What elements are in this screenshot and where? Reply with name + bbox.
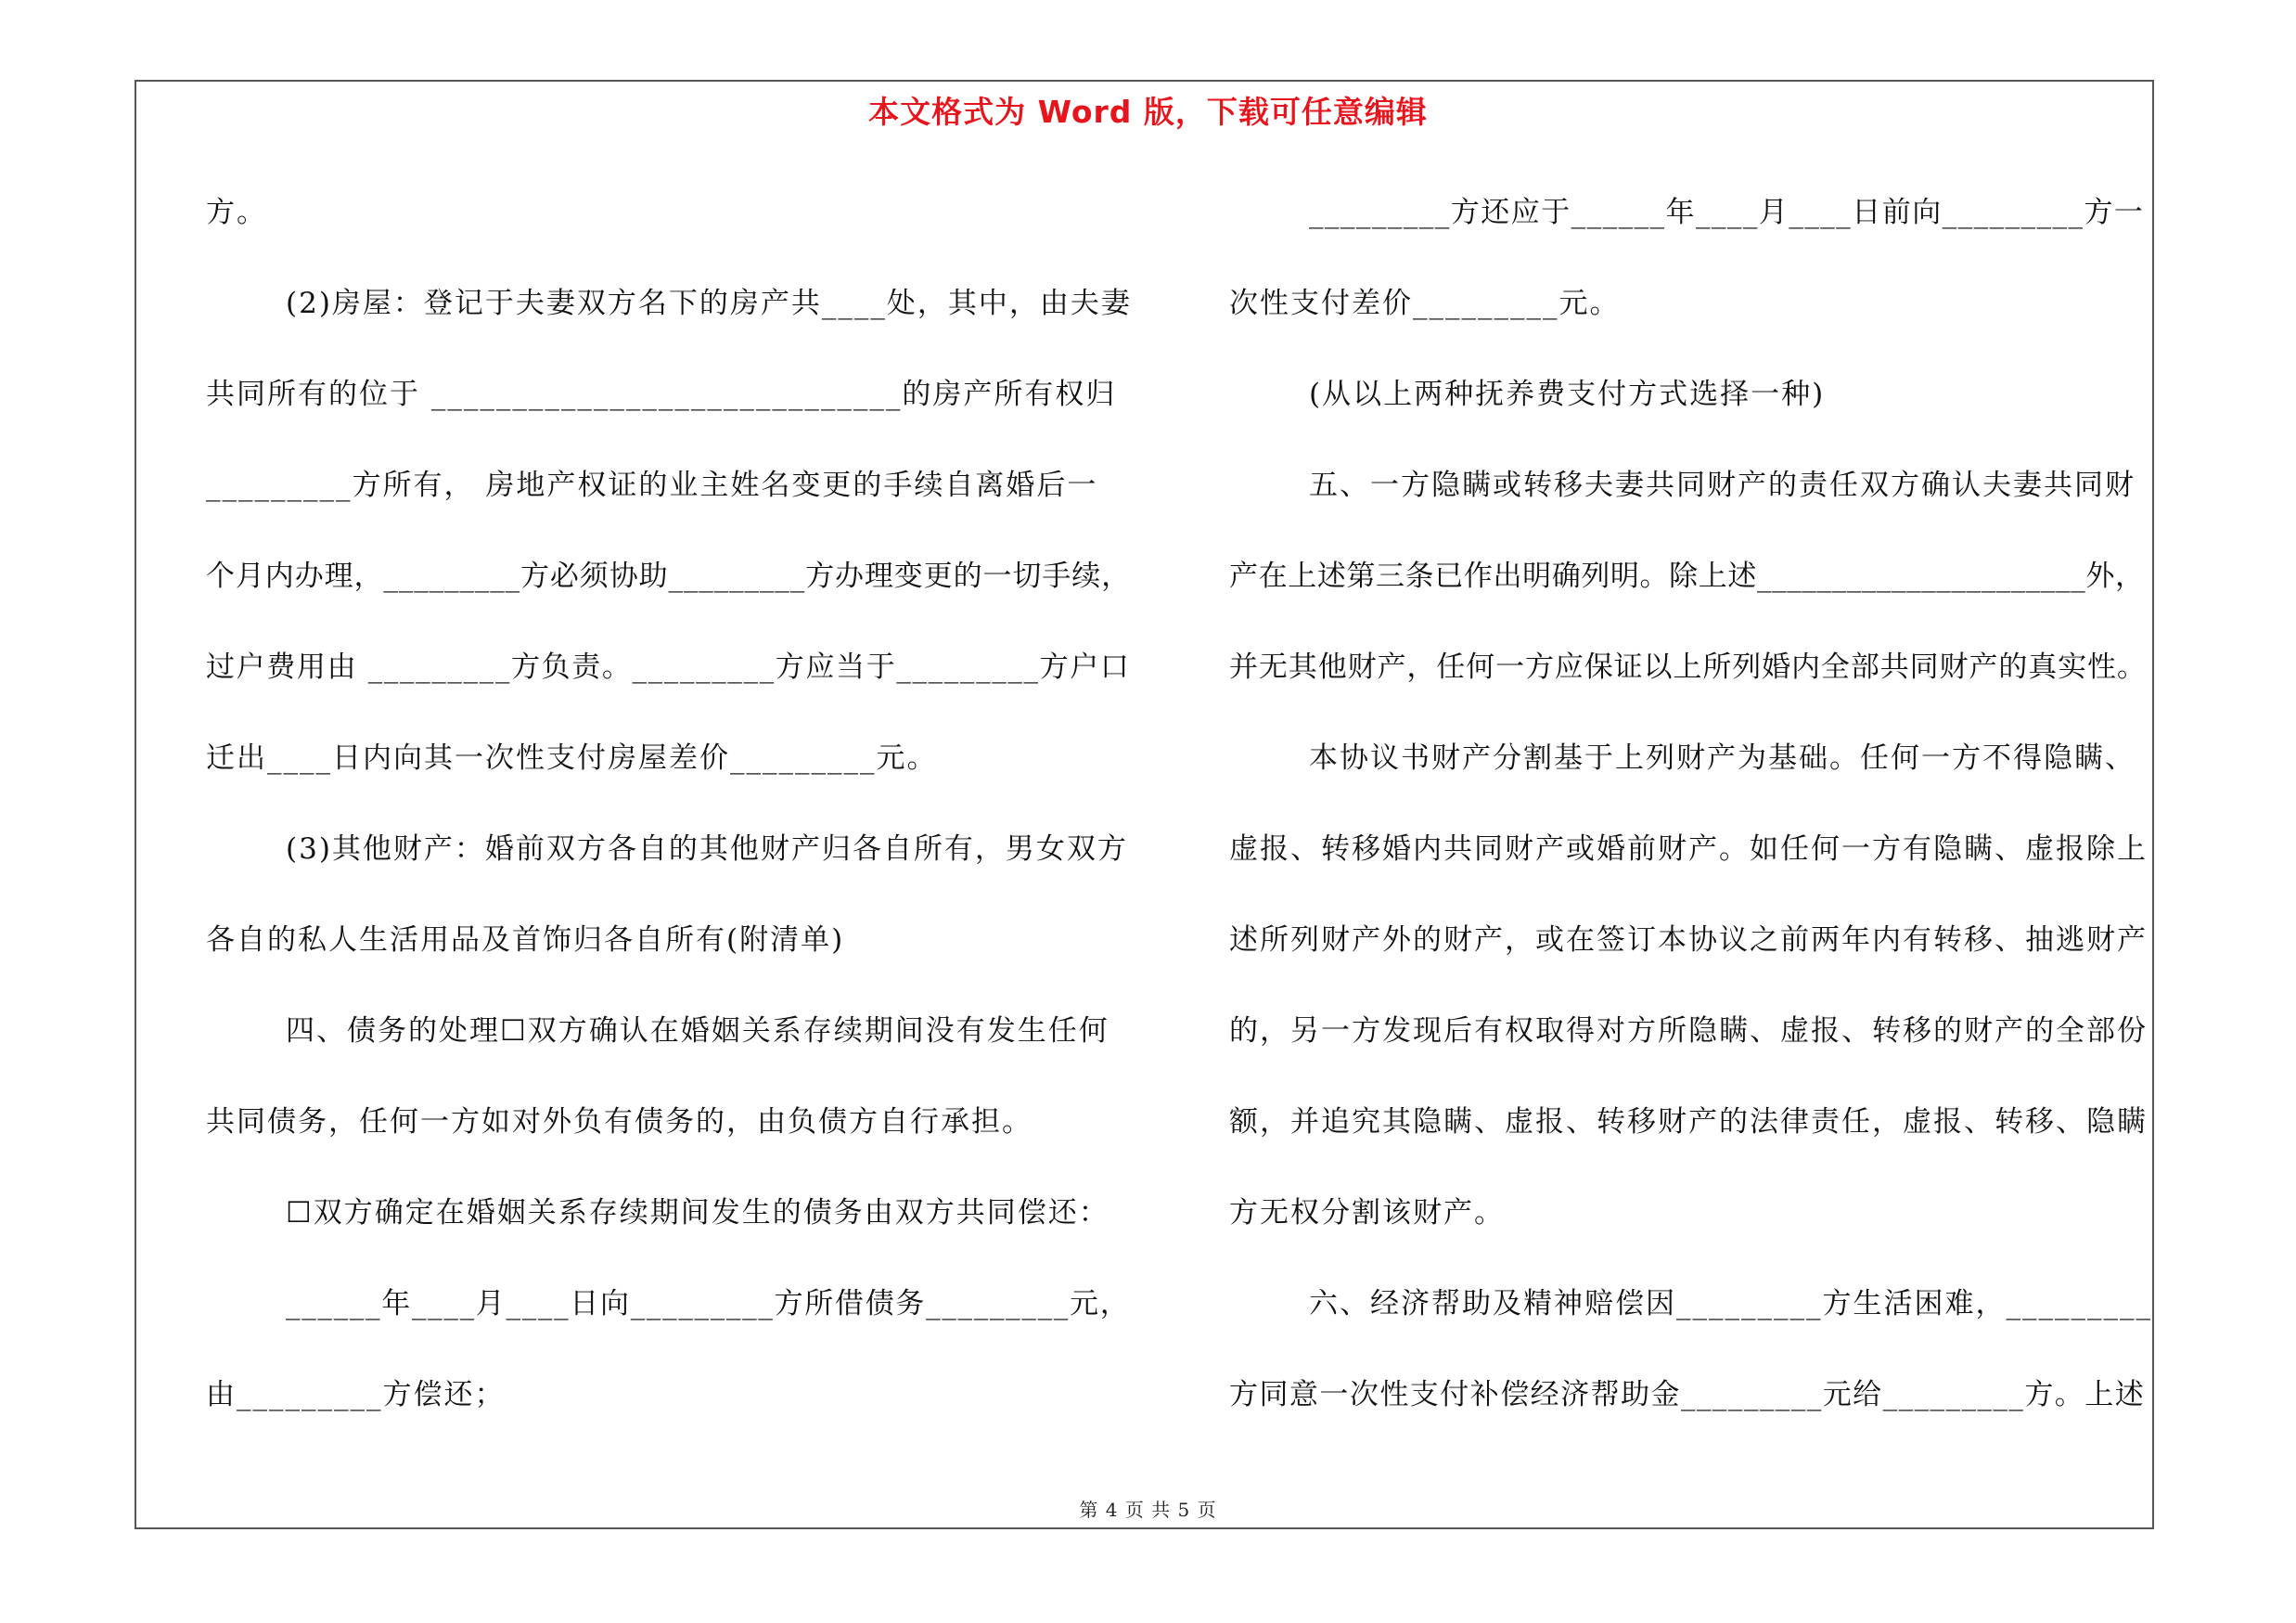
text-line: 四、债务的处理☐双方确认在婚姻关系存续期间没有发生任何	[286, 1014, 1110, 1048]
text-line: 并无其他财产，任何一方应保证以上所列婚内全部共同财产的真实性。	[1229, 650, 2147, 684]
text-line: 迁出____日内向其一次性支付房屋差价_________元。	[206, 741, 938, 775]
text-line: 方同意一次性支付补偿经济帮助金_________元给_________方。上述	[1229, 1378, 2146, 1411]
text-line: 本协议书财产分割基于上列财产为基础。任何一方不得隐瞒、	[1309, 741, 2136, 775]
left-column	[206, 184, 1138, 1457]
page-number: 第 4 页 共 5 页	[1079, 1499, 1217, 1521]
text-line: 共同债务，任何一方如对外负有债务的，由负债方自行承担。	[206, 1105, 1033, 1139]
text-line: (从以上两种抚养费支付方式选择一种)	[1309, 378, 1826, 411]
text-line: (3)其他财产：婚前双方各自的其他财产归各自所有，男女双方	[286, 832, 1128, 866]
text-line: 方。	[206, 196, 267, 229]
text-line: 额，并追究其隐瞒、虚报、转移财产的法律责任，虚报、转移、隐瞒	[1229, 1105, 2148, 1139]
text-line: 共同所有的位于 _____________________________的房产所有权归	[206, 378, 1117, 411]
text-line: 虚报、转移婚内共同财产或婚前财产。如任何一方有隐瞒、虚报除上	[1229, 832, 2148, 866]
text-line: 产在上述第三条已作出明确列明。除上述______________________外，	[1229, 560, 2145, 593]
text-line: 方无权分割该财产。	[1229, 1196, 1505, 1230]
text-line: 六、经济帮助及精神赔偿因_________方生活困难，_________	[1309, 1287, 2152, 1320]
text-line: 次性支付差价_________元。	[1229, 287, 1621, 320]
text-line: _________方所有， 房地产权证的业主姓名变更的手续自离婚后一	[206, 469, 1098, 502]
text-line: 五、一方隐瞒或转移夫妻共同财产的责任双方确认夫妻共同财	[1309, 469, 2136, 502]
text-line: 述所列财产外的财产，或在签订本协议之前两年内有转移、抽逃财产	[1229, 923, 2148, 957]
right-column	[1229, 184, 2152, 1457]
text-line: 过户费用由 _________方负责。_________方应当于_________方户口	[206, 650, 1131, 684]
text-line: ______年____月____日向_________方所借债务_________元，	[286, 1287, 1131, 1320]
text-line: 由_________方偿还；	[206, 1378, 506, 1411]
text-line: 各自的私人生活用品及首饰归各自所有(附清单)	[206, 923, 845, 957]
format-banner: 本文格式为 Word 版，下载可任意编辑	[868, 94, 1428, 130]
text-line: 个月内办理，_________方必须协助_________方办理变更的一切手续，	[206, 560, 1131, 593]
text-line: ☐双方确定在婚姻关系存续期间发生的债务由双方共同偿还：	[286, 1196, 1110, 1230]
text-line: _________方还应于______年____月____日前向_________方一	[1309, 196, 2145, 229]
text-line: (2)房屋：登记于夫妻双方名下的房产共____处，其中，由夫妻	[286, 287, 1132, 320]
text-line: 的，另一方发现后有权取得对方所隐瞒、虚报、转移的财产的全部份	[1229, 1014, 2148, 1048]
